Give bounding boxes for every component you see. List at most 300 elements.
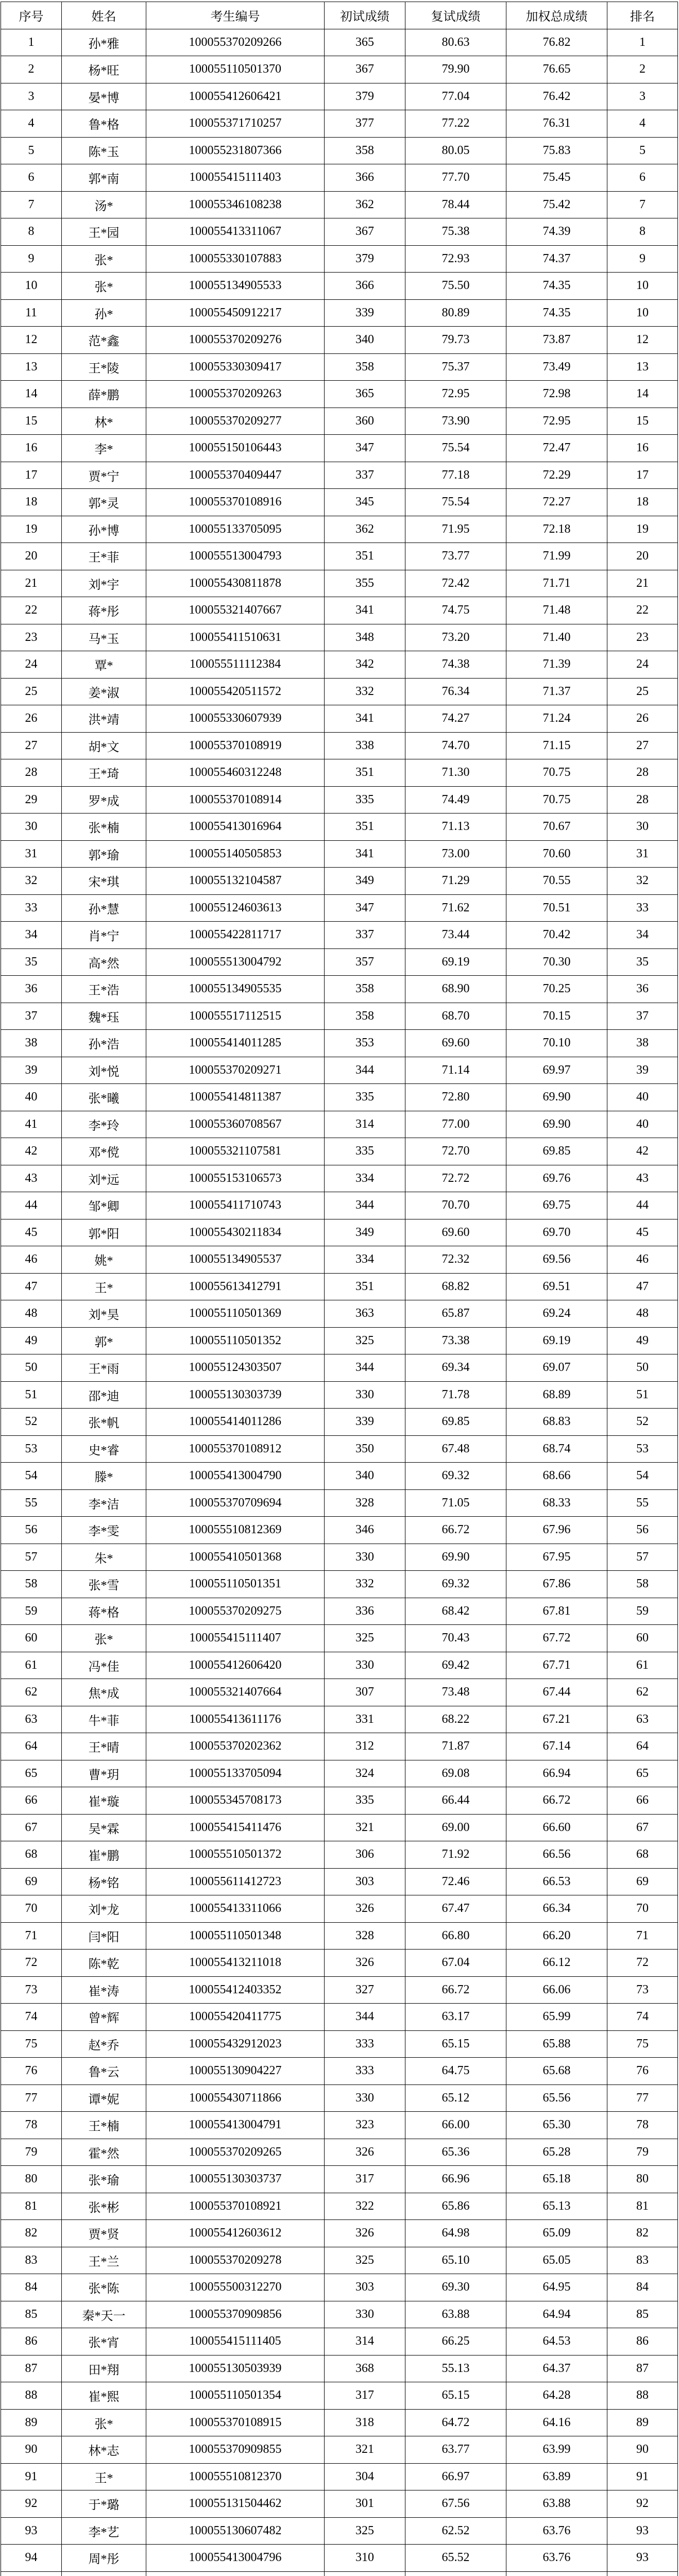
cell-weighted-score: 76.31	[506, 110, 607, 138]
cell-initial-score: 358	[325, 354, 405, 381]
cell-initial-score: 336	[325, 1598, 405, 1625]
cell-candidate-id: 100055413004791	[146, 2112, 325, 2139]
table-row	[1, 733, 678, 760]
cell-name: 张*	[62, 2410, 146, 2437]
cell-name: 晏*博	[62, 83, 146, 111]
cell-name: 蒋*彤	[62, 597, 146, 624]
cell-rank: 73	[607, 1977, 678, 2004]
cell-weighted-score: 72.47	[506, 435, 607, 462]
cell-name: 杨*铭	[62, 1869, 146, 1896]
cell-initial-score: 379	[325, 246, 405, 273]
cell-index: 21	[1, 570, 62, 598]
cell-rank: 1	[607, 29, 678, 57]
cell-weighted-score: 66.94	[506, 1760, 607, 1788]
cell-name: 崔*璇	[62, 1787, 146, 1815]
table-row	[1, 705, 678, 733]
cell-weighted-score: 65.56	[506, 2085, 607, 2112]
table-row	[1, 381, 678, 408]
table-row	[1, 273, 678, 300]
cell-retest-score: 74.27	[405, 705, 506, 733]
cell-rank: 52	[607, 1409, 678, 1436]
cell-index: 16	[1, 435, 62, 462]
cell-rank: 68	[607, 1841, 678, 1869]
cell-rank: 75	[607, 2031, 678, 2058]
table-row	[1, 679, 678, 706]
cell-rank: 15	[607, 408, 678, 435]
cell-candidate-id: 100055150106443	[146, 435, 325, 462]
cell-weighted-score: 66.56	[506, 1841, 607, 1869]
cell-name: 崔*鹏	[62, 1841, 146, 1869]
cell-candidate-id: 100055134905533	[146, 273, 325, 300]
cell-rank: 23	[607, 624, 678, 652]
cell-candidate-id: 100055133705095	[146, 516, 325, 544]
cell-candidate-id: 100055412403352	[146, 1977, 325, 2004]
cell-candidate-id: 100055611412723	[146, 1869, 325, 1896]
cell-name: 贾*宁	[62, 462, 146, 489]
table-row	[1, 1300, 678, 1328]
cell-index: 90	[1, 2436, 62, 2464]
table-row	[1, 2518, 678, 2545]
table-row	[1, 2436, 678, 2464]
cell-retest-score: 69.42	[405, 1652, 506, 1680]
cell-initial-score: 326	[325, 2139, 405, 2166]
cell-rank: 28	[607, 759, 678, 787]
cell-initial-score: 344	[325, 1057, 405, 1084]
cell-name: 宋*琪	[62, 868, 146, 895]
cell-candidate-id: 100055345708173	[146, 1787, 325, 1815]
cell-retest-score: 74.75	[405, 597, 506, 624]
cell-index: 20	[1, 543, 62, 570]
cell-name: 汤*	[62, 192, 146, 219]
cell-weighted-score: 73.49	[506, 354, 607, 381]
table-row	[1, 1436, 678, 1463]
cell-weighted-score: 69.70	[506, 1219, 607, 1247]
cell-candidate-id: 100055415111407	[146, 1625, 325, 1652]
cell-rank: 80	[607, 2166, 678, 2193]
cell-name: 覃*	[62, 651, 146, 679]
cell-candidate-id: 100055370108919	[146, 733, 325, 760]
cell-initial-score: 345	[325, 489, 405, 516]
cell-candidate-id: 100055130607482	[146, 2518, 325, 2545]
cell-initial-score: 323	[325, 2112, 405, 2139]
cell-index: 89	[1, 2410, 62, 2437]
cell-name: 孙*博	[62, 516, 146, 544]
cell-candidate-id: 100055130503939	[146, 2355, 325, 2383]
cell-weighted-score: 69.75	[506, 1192, 607, 1219]
cell-retest-score: 65.52	[405, 2545, 506, 2572]
cell-initial-score: 351	[325, 543, 405, 570]
cell-retest-score: 69.30	[405, 2274, 506, 2301]
cell-weighted-score: 70.75	[506, 759, 607, 787]
cell-retest-score: 66.00	[405, 2112, 506, 2139]
cell-rank: 74	[607, 2004, 678, 2031]
header-initial-score: 初试成绩	[325, 2, 405, 29]
cell-weighted-score: 66.72	[506, 1787, 607, 1815]
table-row	[1, 2058, 678, 2085]
table-row	[1, 164, 678, 192]
cell-retest-score: 70.43	[405, 1625, 506, 1652]
table-row	[1, 922, 678, 949]
cell-weighted-score: 69.07	[506, 1354, 607, 1382]
cell-candidate-id: 100055430211834	[146, 1219, 325, 1247]
cell-initial-score: 341	[325, 705, 405, 733]
cell-weighted-score: 71.99	[506, 543, 607, 570]
cell-weighted-score: 74.37	[506, 246, 607, 273]
cell-index: 71	[1, 1923, 62, 1950]
cell-name: 张*	[62, 1625, 146, 1652]
cell-name: 郭*	[62, 1328, 146, 1355]
cell-candidate-id: 100055413311066	[146, 1895, 325, 1923]
cell-candidate-id: 100055370209276	[146, 327, 325, 354]
cell-name: 王*	[62, 1274, 146, 1301]
cell-retest-score: 69.60	[405, 1219, 506, 1247]
cell-initial-score: 368	[325, 2355, 405, 2383]
cell-initial-score: 365	[325, 29, 405, 57]
header-retest-score: 复试成绩	[405, 2, 506, 29]
cell-name: 冯*佳	[62, 1652, 146, 1680]
cell-index: 79	[1, 2139, 62, 2166]
cell-name: 刘*昊	[62, 1300, 146, 1328]
table-row	[1, 408, 678, 435]
cell-retest-score: 69.85	[405, 1409, 506, 1436]
score-table	[1, 2, 678, 2576]
cell-initial-score: 346	[325, 1517, 405, 1544]
cell-index: 81	[1, 2193, 62, 2221]
cell-weighted-score: 67.95	[506, 1544, 607, 1571]
cell-candidate-id: 100055370409447	[146, 462, 325, 489]
cell-initial-score: 337	[325, 922, 405, 949]
cell-initial-score: 303	[325, 1869, 405, 1896]
cell-initial-score: 325	[325, 1625, 405, 1652]
cell-rank: 72	[607, 1950, 678, 1977]
table-row	[1, 2166, 678, 2193]
cell-retest-score: 68.22	[405, 1706, 506, 1734]
cell-candidate-id: 100055370209278	[146, 2247, 325, 2275]
cell-index: 59	[1, 1598, 62, 1625]
cell-retest-score: 71.05	[405, 1490, 506, 1517]
cell-candidate-id: 100055370108916	[146, 489, 325, 516]
cell-weighted-score: 75.83	[506, 138, 607, 165]
cell-name: 刘*远	[62, 1165, 146, 1193]
cell-index: 8	[1, 218, 62, 246]
cell-name: 邓*傥	[62, 1138, 146, 1165]
cell-retest-score: 66.44	[405, 1787, 506, 1815]
cell-index: 46	[1, 1246, 62, 1274]
cell-index: 33	[1, 895, 62, 922]
cell-retest-score: 75.37	[405, 354, 506, 381]
cell-retest-score: 66.72	[405, 1517, 506, 1544]
cell-name: 曹*玥	[62, 1760, 146, 1788]
cell-retest-score: 79.73	[405, 327, 506, 354]
cell-index: 85	[1, 2301, 62, 2329]
cell-retest-score: 72.93	[405, 246, 506, 273]
cell-index: 1	[1, 29, 62, 57]
cell-retest-score: 67.47	[405, 1895, 506, 1923]
table-row	[1, 895, 678, 922]
cell-weighted-score: 66.06	[506, 1977, 607, 2004]
cell-initial-score: 362	[325, 192, 405, 219]
cell-rank: 28	[607, 787, 678, 814]
cell-index: 35	[1, 949, 62, 976]
cell-name: 李*玲	[62, 1111, 146, 1139]
table-row	[1, 1679, 678, 1706]
cell-index: 49	[1, 1328, 62, 1355]
cell-retest-score: 79.90	[405, 56, 506, 83]
cell-rank: 92	[607, 2490, 678, 2518]
cell-weighted-score: 69.24	[506, 1300, 607, 1328]
cell-rank: 36	[607, 976, 678, 1003]
cell-weighted-score: 69.19	[506, 1328, 607, 1355]
cell-rank: 35	[607, 949, 678, 976]
cell-index: 47	[1, 1274, 62, 1301]
cell-candidate-id: 100055413611176	[146, 1706, 325, 1734]
cell-rank: 37	[607, 1003, 678, 1030]
cell-candidate-id: 100055330309417	[146, 354, 325, 381]
cell-candidate-id: 100055132104587	[146, 868, 325, 895]
header-index: 序号	[1, 2, 62, 29]
table-row	[1, 2328, 678, 2355]
cell-initial-score: 325	[325, 2518, 405, 2545]
cell-index: 84	[1, 2274, 62, 2301]
cell-index: 40	[1, 1084, 62, 1111]
cell-candidate-id: 100055413211018	[146, 1950, 325, 1977]
cell-candidate-id: 100055110501369	[146, 1300, 325, 1328]
cell-weighted-score: 68.66	[506, 1463, 607, 1490]
cell-candidate-id: 100055321407667	[146, 597, 325, 624]
table-header-row	[1, 2, 678, 29]
cell-weighted-score: 65.18	[506, 2166, 607, 2193]
cell-weighted-score: 76.65	[506, 56, 607, 83]
cell-retest-score: 65.15	[405, 2382, 506, 2410]
cell-candidate-id: 100055370909856	[146, 2301, 325, 2329]
cell-index: 61	[1, 1652, 62, 1680]
cell-initial-score: 334	[325, 1246, 405, 1274]
cell-index: 36	[1, 976, 62, 1003]
table-row	[1, 543, 678, 570]
cell-initial-score: 358	[325, 976, 405, 1003]
cell-index: 52	[1, 1409, 62, 1436]
cell-initial-score: 332	[325, 679, 405, 706]
cell-weighted-score: 70.25	[506, 976, 607, 1003]
cell-retest-score: 69.00	[405, 1815, 506, 1842]
cell-candidate-id: 100055432912023	[146, 2031, 325, 2058]
table-row	[1, 300, 678, 327]
table-row	[1, 83, 678, 111]
cell-weighted-score: 65.09	[506, 2220, 607, 2247]
cell-candidate-id: 100055124303507	[146, 1354, 325, 1382]
table-row	[1, 2410, 678, 2437]
cell-retest-score: 62.52	[405, 2518, 506, 2545]
cell-name: 史*睿	[62, 1436, 146, 1463]
cell-initial-score: 362	[325, 516, 405, 544]
cell-name: 焦*成	[62, 1679, 146, 1706]
cell-index: 24	[1, 651, 62, 679]
cell-candidate-id: 100055130303739	[146, 1382, 325, 1409]
cell-rank: 91	[607, 2464, 678, 2491]
cell-retest-score: 73.00	[405, 841, 506, 868]
table-row	[1, 1382, 678, 1409]
table-row	[1, 2004, 678, 2031]
cell-name: 周*彤	[62, 2545, 146, 2572]
cell-initial-score: 351	[325, 814, 405, 841]
cell-initial-score: 317	[325, 2382, 405, 2410]
cell-retest-score: 75.50	[405, 273, 506, 300]
cell-retest-score: 72.80	[405, 1084, 506, 1111]
cell-weighted-score: 68.83	[506, 1409, 607, 1436]
cell-candidate-id: 100055370909855	[146, 2436, 325, 2464]
cell-retest-score: 77.22	[405, 110, 506, 138]
cell-initial-score: 330	[325, 1382, 405, 1409]
cell-name: 鲁*格	[62, 110, 146, 138]
cell-candidate-id: 100055412606420	[146, 1652, 325, 1680]
table-row	[1, 354, 678, 381]
cell-name: 张*陈	[62, 2274, 146, 2301]
header-weighted-score: 加权总成绩	[506, 2, 607, 29]
cell-weighted-score	[506, 2572, 607, 2576]
cell-retest-score: 69.90	[405, 1544, 506, 1571]
cell-candidate-id: 100055500312270	[146, 2274, 325, 2301]
cell-index: 26	[1, 705, 62, 733]
cell-name: 邵*迪	[62, 1382, 146, 1409]
cell-index: 7	[1, 192, 62, 219]
cell-rank: 12	[607, 327, 678, 354]
header-name: 姓名	[62, 2, 146, 29]
cell-candidate-id: 100055413004796	[146, 2545, 325, 2572]
table-row	[1, 2139, 678, 2166]
cell-rank: 93	[607, 2518, 678, 2545]
cell-index: 63	[1, 1706, 62, 1734]
cell-candidate-id: 100055420511572	[146, 679, 325, 706]
cell-retest-score: 64.72	[405, 2410, 506, 2437]
cell-name: 郭*灵	[62, 489, 146, 516]
cell-candidate-id: 100055430811878	[146, 570, 325, 598]
cell-rank: 24	[607, 651, 678, 679]
cell-retest-score: 63.88	[405, 2301, 506, 2329]
cell-retest-score: 72.46	[405, 1869, 506, 1896]
cell-name: 李*洁	[62, 1490, 146, 1517]
cell-weighted-score: 69.90	[506, 1084, 607, 1111]
cell-candidate-id: 100055370108915	[146, 2410, 325, 2437]
cell-rank: 58	[607, 1571, 678, 1598]
cell-weighted-score: 67.96	[506, 1517, 607, 1544]
cell-rank: 32	[607, 868, 678, 895]
cell-candidate-id: 100055510501372	[146, 1841, 325, 1869]
cell-candidate-id: 100055370209265	[146, 2139, 325, 2166]
cell-index: 32	[1, 868, 62, 895]
table-row	[1, 2464, 678, 2491]
cell-index: 91	[1, 2464, 62, 2491]
cell-candidate-id: 100055370709694	[146, 1490, 325, 1517]
cell-index: 57	[1, 1544, 62, 1571]
table-row	[1, 1517, 678, 1544]
cell-index: 53	[1, 1436, 62, 1463]
cell-initial-score: 318	[325, 2410, 405, 2437]
cell-weighted-score: 63.89	[506, 2464, 607, 2491]
cell-candidate-id: 100055231807366	[146, 138, 325, 165]
cell-index: 43	[1, 1165, 62, 1193]
cell-weighted-score: 70.15	[506, 1003, 607, 1030]
cell-index: 39	[1, 1057, 62, 1084]
cell-candidate-id: 100055414811387	[146, 1084, 325, 1111]
cell-retest-score: 74.70	[405, 733, 506, 760]
cell-rank: 16	[607, 435, 678, 462]
cell-name: 张*彬	[62, 2193, 146, 2221]
table-row	[1, 1977, 678, 2004]
cell-rank: 89	[607, 2410, 678, 2437]
cell-initial-score: 341	[325, 597, 405, 624]
cell-candidate-id: 100055411710743	[146, 1192, 325, 1219]
cell-index: 55	[1, 1490, 62, 1517]
cell-rank: 86	[607, 2328, 678, 2355]
cell-candidate-id: 100055134905537	[146, 1246, 325, 1274]
cell-index: 41	[1, 1111, 62, 1139]
cell-weighted-score: 69.76	[506, 1165, 607, 1193]
table-row	[1, 1165, 678, 1193]
cell-name: 曾*辉	[62, 2004, 146, 2031]
cell-index: 6	[1, 164, 62, 192]
cell-weighted-score: 71.39	[506, 651, 607, 679]
cell-candidate-id: 100055460312248	[146, 759, 325, 787]
cell-weighted-score: 70.10	[506, 1030, 607, 1057]
cell-weighted-score: 71.71	[506, 570, 607, 598]
cell-name: 崔*涛	[62, 1977, 146, 2004]
cell-name: 郭*瑜	[62, 841, 146, 868]
cell-retest-score: 66.72	[405, 1977, 506, 2004]
cell-index: 74	[1, 2004, 62, 2031]
cell-weighted-score: 67.14	[506, 1733, 607, 1760]
cell-name: 霍*然	[62, 2139, 146, 2166]
cell-candidate-id: 100055370209275	[146, 1598, 325, 1625]
cell-rank: 31	[607, 841, 678, 868]
cell-retest-score: 73.20	[405, 624, 506, 652]
cell-index: 12	[1, 327, 62, 354]
cell-initial-score	[325, 2572, 405, 2576]
cell-retest-score: 72.72	[405, 1165, 506, 1193]
cell-weighted-score: 63.88	[506, 2490, 607, 2518]
cell-candidate-id: 100055513004793	[146, 543, 325, 570]
cell-weighted-score: 70.67	[506, 814, 607, 841]
table-row	[1, 2112, 678, 2139]
cell-initial-score: 328	[325, 1490, 405, 1517]
cell-weighted-score: 71.48	[506, 597, 607, 624]
cell-candidate-id: 100055513004792	[146, 949, 325, 976]
cell-initial-score: 363	[325, 1300, 405, 1328]
cell-rank: 48	[607, 1300, 678, 1328]
cell-weighted-score: 67.81	[506, 1598, 607, 1625]
cell-weighted-score: 76.82	[506, 29, 607, 57]
cell-rank: 56	[607, 1517, 678, 1544]
cell-candidate-id: 100055370108914	[146, 787, 325, 814]
cell-rank: 61	[607, 1652, 678, 1680]
cell-name: 马*玉	[62, 624, 146, 652]
cell-index: 42	[1, 1138, 62, 1165]
cell-initial-score: 334	[325, 1165, 405, 1193]
cell-index: 4	[1, 110, 62, 138]
cell-candidate-id: 100055124603613	[146, 895, 325, 922]
cell-candidate-id: 100055370209266	[146, 29, 325, 57]
cell-weighted-score: 65.28	[506, 2139, 607, 2166]
cell-index: 10	[1, 273, 62, 300]
cell-index: 76	[1, 2058, 62, 2085]
table-row	[1, 1652, 678, 1680]
cell-index: 22	[1, 597, 62, 624]
cell-name: 王*兰	[62, 2247, 146, 2275]
cell-candidate-id: 100055371710257	[146, 110, 325, 138]
table-row	[1, 2274, 678, 2301]
cell-name: 张*宵	[62, 2328, 146, 2355]
cell-weighted-score: 69.90	[506, 1111, 607, 1139]
cell-index: 60	[1, 1625, 62, 1652]
